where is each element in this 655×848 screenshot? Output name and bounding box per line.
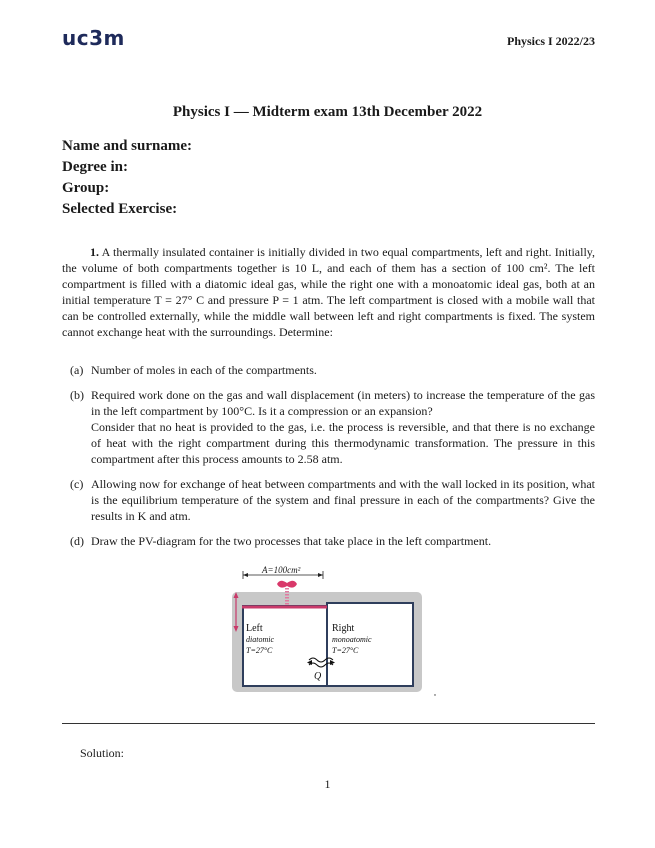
left-temp-label: T=27°C <box>246 646 273 655</box>
exam-title: Physics I — Midterm exam 13th December 2022 <box>172 104 483 120</box>
field-name-surname: Name and surname: <box>62 138 192 154</box>
right-compartment <box>327 603 413 686</box>
problem-statement <box>62 244 595 340</box>
separator-line <box>62 723 595 724</box>
question-text: Allowing now for exchange of heat between compartments and with the wall locked in its position, what is the equilibrium temperature of the system and final pressure in each of the compartments? Give the results in K and atm. <box>91 477 595 523</box>
question-marker: (c) <box>70 477 84 491</box>
page-number: 1 <box>324 777 331 791</box>
piston-handle <box>277 581 297 588</box>
solution-label: Solution: <box>80 746 125 760</box>
right-gas-label: monoatomic <box>332 635 372 644</box>
uc3m-logo: uc3m <box>62 26 125 50</box>
question-text: Draw the PV-diagram for the two processes that take place in the left compartment. <box>91 534 492 548</box>
container-diagram <box>225 562 440 702</box>
field-group: Group: <box>62 180 110 196</box>
question-item <box>62 533 595 549</box>
problem-number: 1. <box>90 245 99 259</box>
field-degree: Degree in: <box>62 159 128 175</box>
student-fields <box>62 136 192 220</box>
course-year-header: Physics I 2022/23 <box>506 34 595 48</box>
question-item <box>62 387 595 467</box>
field-selected-exercise: Selected Exercise: <box>62 201 178 217</box>
question-marker: (d) <box>70 534 84 548</box>
problem-text: A thermally insulated container is initially divided in two equal compartments, left and right. Initially, the volume of both compartments together is 10 L, and each of them has a section of 100 cm². The left compartment is filled with a diatomic ideal gas, while the right one with a monoatomic ideal gas, both at an initial temperature T = 27° C and pressure P = 1 atm. The left compartment is closed with a mobile wall that can be controlled externally, while the middle wall between left and right compartments is fixed. The system cannot exchange heat with the surroundings. Determine: <box>62 245 595 339</box>
heat-label: Q <box>314 671 322 682</box>
left-gas-label: diatomic <box>246 635 274 644</box>
question-marker: (a) <box>70 363 84 377</box>
left-label: Left <box>246 623 263 634</box>
question-item <box>62 476 595 524</box>
question-list <box>62 362 595 558</box>
right-temp-label: T=27°C <box>332 646 359 655</box>
question-text: Required work done on the gas and wall displacement (in meters) to increase the temperature of the gas in the left compartment by 100°C. Is it a compression or an expansion? <box>91 388 595 418</box>
right-label: Right <box>332 623 355 634</box>
area-label: A=100cm² <box>262 565 301 575</box>
question-item <box>62 362 595 378</box>
question-extra-text: Consider that no heat is provided to the gas, i.e. the process is reversible, and that there is no exchange of heat with the right compartment during this thermodynamic transformation. The pressure in this compartment after this process amounts to 2.58 atm. <box>91 420 595 466</box>
question-text: Number of moles in each of the compartments. <box>91 363 317 377</box>
question-marker: (b) <box>70 388 84 402</box>
